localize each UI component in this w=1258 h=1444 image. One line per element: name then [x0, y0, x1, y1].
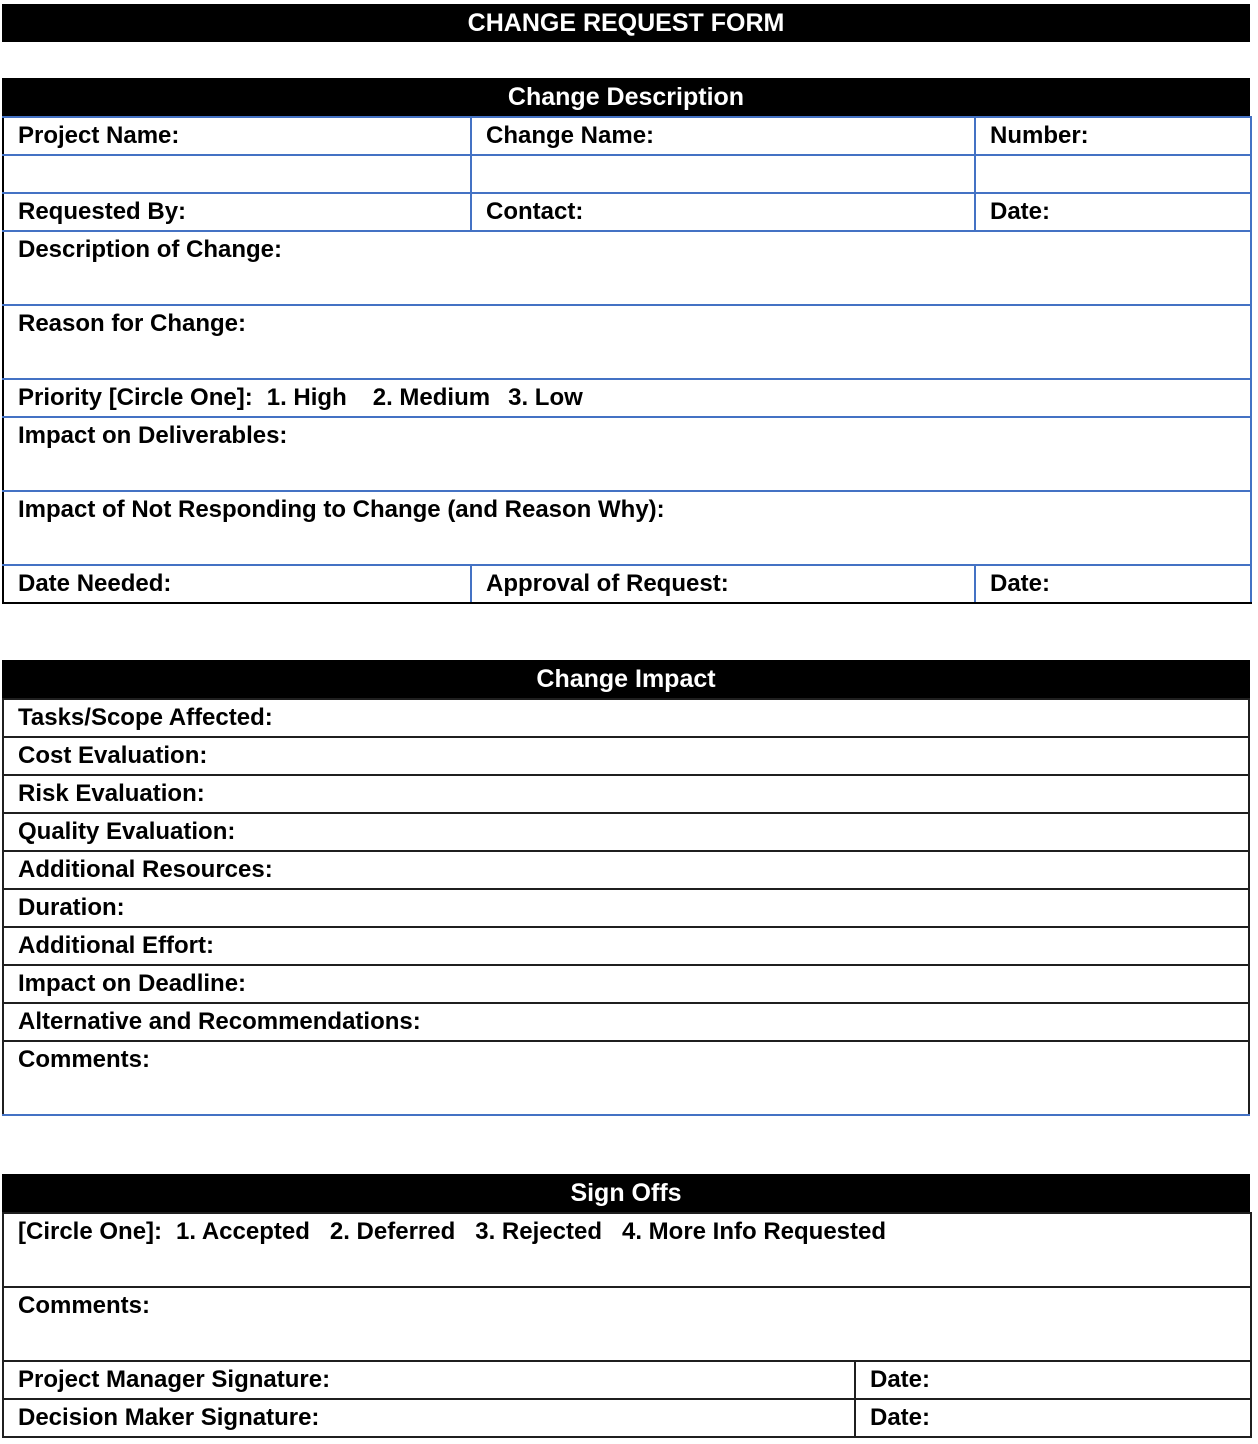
number-label: Number:: [975, 117, 1251, 155]
project-name-field[interactable]: [3, 155, 471, 193]
decision-row: [3, 1213, 1251, 1287]
priority-label: Priority [Circle One]:: [18, 384, 253, 411]
sign-offs-table: [2, 1212, 1252, 1438]
sign-offs-section: [2, 1174, 1250, 1438]
number-field[interactable]: [975, 155, 1251, 193]
contact-field[interactable]: Contact:: [471, 193, 975, 231]
change-name-label: Change Name:: [471, 117, 975, 155]
cost-evaluation-field[interactable]: Cost Evaluation:: [3, 737, 1249, 775]
requested-by-field[interactable]: Requested By:: [3, 193, 471, 231]
form-title: CHANGE REQUEST FORM: [2, 4, 1250, 42]
reason-for-change-field[interactable]: Reason for Change:: [3, 305, 1251, 379]
approval-date-field[interactable]: Date:: [975, 565, 1251, 603]
quality-evaluation-field[interactable]: Quality Evaluation:: [3, 813, 1249, 851]
change-impact-section: [2, 660, 1250, 1116]
alternative-recommendations-field[interactable]: Alternative and Recommendations:: [3, 1003, 1249, 1041]
project-name-label: Project Name:: [3, 117, 471, 155]
dm-date-field[interactable]: Date:: [855, 1399, 1251, 1437]
date-needed-field[interactable]: Date Needed:: [3, 565, 471, 603]
pm-date-field[interactable]: Date:: [855, 1361, 1251, 1399]
impact-on-deliverables-field[interactable]: Impact on Deliverables:: [3, 417, 1251, 491]
change-description-section: [2, 78, 1250, 604]
priority-option-low[interactable]: 3. Low: [508, 384, 583, 411]
pm-signature-field[interactable]: Project Manager Signature:: [3, 1361, 855, 1399]
decision-option-more-info[interactable]: 4. More Info Requested: [621, 1218, 887, 1245]
change-description-table: [2, 116, 1252, 604]
change-impact-header: Change Impact: [2, 660, 1250, 698]
priority-row: [3, 379, 1251, 417]
approval-of-request-field[interactable]: Approval of Request:: [471, 565, 975, 603]
priority-option-medium[interactable]: 2. Medium: [372, 384, 491, 411]
decision-option-deferred[interactable]: 2. Deferred: [329, 1218, 456, 1245]
sign-offs-header: Sign Offs: [2, 1174, 1250, 1212]
risk-evaluation-field[interactable]: Risk Evaluation:: [3, 775, 1249, 813]
dm-signature-field[interactable]: Decision Maker Signature:: [3, 1399, 855, 1437]
decision-option-accepted[interactable]: 1. Accepted: [176, 1218, 310, 1245]
impact-comments-field[interactable]: Comments:: [3, 1041, 1249, 1115]
date-field[interactable]: Date:: [975, 193, 1251, 231]
description-of-change-field[interactable]: Description of Change:: [3, 231, 1251, 305]
change-description-header: Change Description: [2, 78, 1250, 116]
decision-option-rejected[interactable]: 3. Rejected: [475, 1218, 602, 1245]
change-name-field[interactable]: [471, 155, 975, 193]
duration-field[interactable]: Duration:: [3, 889, 1249, 927]
decision-label: [Circle One]:: [18, 1218, 163, 1245]
additional-resources-field[interactable]: Additional Resources:: [3, 851, 1249, 889]
sign-off-comments-field[interactable]: Comments:: [3, 1287, 1251, 1361]
impact-not-responding-field[interactable]: Impact of Not Responding to Change (and Reason Why):: [3, 491, 1251, 565]
priority-option-high[interactable]: 1. High: [266, 384, 347, 411]
tasks-scope-affected-field[interactable]: Tasks/Scope Affected:: [3, 699, 1249, 737]
change-impact-table: [2, 698, 1250, 1116]
additional-effort-field[interactable]: Additional Effort:: [3, 927, 1249, 965]
impact-on-deadline-field[interactable]: Impact on Deadline:: [3, 965, 1249, 1003]
